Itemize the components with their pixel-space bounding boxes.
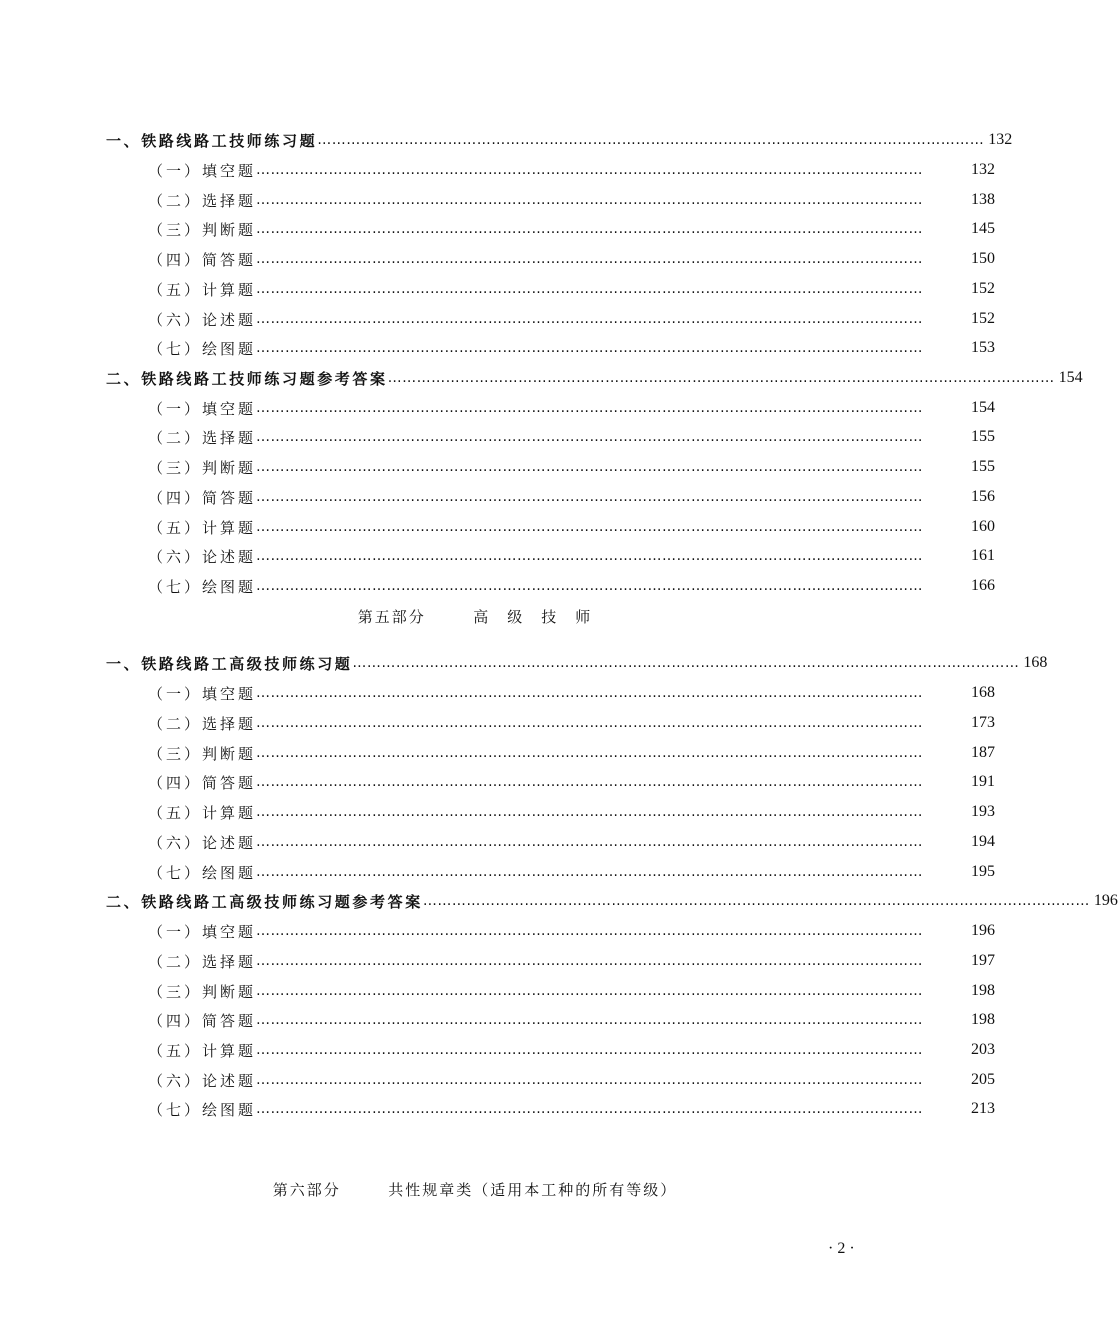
toc-page-number: 198 (971, 1011, 995, 1028)
toc-leader-dots: ………………………………………………………………………………………………………………………… (256, 953, 924, 969)
toc-page-number: 155 (971, 428, 995, 445)
toc-leader-dots: ………………………………………………………………………………………………………………………… (256, 774, 924, 790)
toc-leader-dots: ………………………………………………………………………………………………………………………… (256, 400, 924, 416)
toc-entry[interactable] (0, 217, 1098, 241)
toc-entry-senior-technician-exercises[interactable] (0, 651, 1056, 675)
toc-entry-label: （六）论述题 (148, 833, 257, 852)
toc-page-number: 168 (1023, 654, 1048, 671)
toc-page-number: 168 (971, 684, 995, 701)
toc-entry[interactable] (0, 158, 1098, 182)
toc-entry[interactable] (0, 800, 1098, 824)
toc-entry-label: （二）选择题 (148, 191, 257, 210)
toc-entry-label: （一）填空题 (148, 684, 257, 703)
part-heading-number: 第五部分 (357, 608, 426, 626)
toc-leader-dots: ………………………………………………………………………………………………………………………… (256, 1101, 924, 1117)
toc-entry[interactable] (0, 574, 1098, 598)
toc-leader-dots: ………………………………………………………………………………………………………………………… (256, 685, 924, 701)
toc-entry-label: （四）简答题 (148, 773, 257, 792)
toc-entry-label: （三）判断题 (148, 458, 257, 477)
toc-page-number: 150 (971, 250, 995, 267)
toc-entry-label: （一）填空题 (148, 161, 257, 180)
toc-leader-dots: ………………………………………………………………………………………………………………………… (256, 1042, 924, 1058)
toc-page-number: 132 (971, 161, 995, 178)
toc-page-number: 138 (971, 191, 995, 208)
toc-page-number: 166 (971, 577, 995, 594)
toc-entry-label: （二）选择题 (148, 952, 257, 971)
toc-leader-dots: ………………………………………………………………………………………………………………………… (256, 923, 924, 939)
toc-entry[interactable] (0, 830, 1098, 854)
toc-entry-label: （二）选择题 (148, 714, 257, 733)
toc-page-number: 205 (971, 1071, 995, 1088)
toc-entry[interactable] (0, 919, 1098, 943)
toc-entry-label: （七）绘图题 (148, 863, 257, 882)
toc-entry-label: （六）论述题 (148, 1071, 257, 1090)
toc-page-number: 152 (971, 280, 995, 297)
toc-entry[interactable] (0, 307, 1098, 331)
toc-leader-dots: ………………………………………………………………………………………………………………………… (256, 834, 924, 850)
toc-leader-dots: ………………………………………………………………………………………………………………………… (256, 221, 924, 237)
toc-leader-dots: ………………………………………………………………………………………………………………………… (256, 459, 924, 475)
toc-entry-label: （五）计算题 (148, 803, 257, 822)
toc-page-number: 156 (971, 488, 995, 505)
toc-entry-label: （七）绘图题 (148, 1100, 257, 1119)
toc-page-number: 152 (971, 310, 995, 327)
toc-leader-dots: ………………………………………………………………………………………………………………………… (422, 893, 1090, 909)
toc-leader-dots: ………………………………………………………………………………………………………………………… (256, 548, 924, 564)
toc-entry-senior-technician-answers[interactable] (0, 889, 1118, 913)
toc-page-number: 196 (971, 922, 995, 939)
toc-entry-label: 一、铁路线路工高级技师练习题 (106, 654, 353, 673)
toc-leader-dots: ………………………………………………………………………………………………………………………… (256, 281, 924, 297)
toc-leader-dots: ………………………………………………………………………………………………………………………… (256, 983, 924, 999)
toc-entry-label: 二、铁路线路工高级技师练习题参考答案 (106, 892, 423, 911)
toc-entry-technician-exercises[interactable] (0, 128, 1056, 152)
toc-page-number: 198 (971, 982, 995, 999)
toc-entry[interactable] (0, 949, 1098, 973)
toc-page-number: 194 (971, 833, 995, 850)
toc-entry[interactable] (0, 681, 1098, 705)
toc-entry[interactable] (0, 770, 1098, 794)
toc-leader-dots: ………………………………………………………………………………………………………………………… (317, 132, 985, 148)
toc-leader-dots: ………………………………………………………………………………………………………………………… (387, 370, 1055, 386)
toc-entry-label: （六）论述题 (148, 547, 257, 566)
toc-leader-dots: ………………………………………………………………………………………………………………………… (256, 1012, 924, 1028)
toc-leader-dots: ………………………………………………………………………………………………………………………… (256, 429, 924, 445)
toc-entry-label: （二）选择题 (148, 428, 257, 447)
toc-entry-technician-answers[interactable] (0, 366, 1083, 390)
part-heading-5 (0, 606, 950, 627)
toc-page-number: 191 (971, 773, 995, 790)
toc-page-number: 154 (1058, 369, 1083, 386)
toc-entry-label: （六）论述题 (148, 310, 257, 329)
toc-entry-label: （五）计算题 (148, 280, 257, 299)
toc-entry-label: （四）简答题 (148, 250, 257, 269)
part-heading-title: 共性规章类（适用本工种的所有等级） (388, 1181, 678, 1199)
toc-leader-dots: ………………………………………………………………………………………………………………………… (256, 804, 924, 820)
toc-entry-label: （七）绘图题 (148, 339, 257, 358)
toc-page-number: 196 (1093, 892, 1118, 909)
toc-entry[interactable] (0, 544, 1098, 568)
toc-page-number: 173 (971, 714, 995, 731)
toc-leader-dots: ………………………………………………………………………………………………………………………… (256, 715, 924, 731)
toc-page-number: 193 (971, 803, 995, 820)
part-heading-title: 高 级 技 师 (473, 608, 593, 626)
toc-entry[interactable] (0, 455, 1098, 479)
toc-leader-dots: ………………………………………………………………………………………………………………………… (256, 251, 924, 267)
toc-leader-dots: ………………………………………………………………………………………………………………………… (256, 192, 924, 208)
toc-page-number: 154 (971, 399, 995, 416)
toc-entry-label: （四）简答题 (148, 1011, 257, 1030)
toc-page-number: 145 (971, 220, 995, 237)
toc-leader-dots: ………………………………………………………………………………………………………………………… (256, 578, 924, 594)
toc-entry[interactable] (0, 711, 1098, 735)
toc-entry[interactable] (0, 396, 1098, 420)
toc-entry-label: （七）绘图题 (148, 577, 257, 596)
toc-entry[interactable] (0, 485, 1098, 509)
toc-entry-label: 二、铁路线路工技师练习题参考答案 (106, 369, 388, 388)
toc-entry-label: （四）简答题 (148, 488, 257, 507)
toc-leader-dots: ………………………………………………………………………………………………………………………… (256, 489, 924, 505)
toc-page-number: 161 (971, 547, 995, 564)
toc-leader-dots: ………………………………………………………………………………………………………………………… (256, 519, 924, 535)
toc-leader-dots: ………………………………………………………………………………………………………………………… (256, 162, 924, 178)
toc-entry-label: （三）判断题 (148, 220, 257, 239)
toc-entry-label: （一）填空题 (148, 922, 257, 941)
toc-page-number: 187 (971, 744, 995, 761)
part-heading-6 (0, 1179, 950, 1200)
toc-entry[interactable] (0, 1008, 1098, 1032)
toc-entry[interactable] (0, 336, 1098, 360)
toc-leader-dots: ………………………………………………………………………………………………………………………… (256, 864, 924, 880)
toc-entry[interactable] (0, 515, 1098, 539)
toc-page-number: 160 (971, 518, 995, 535)
toc-entry[interactable] (0, 247, 1098, 271)
toc-entry[interactable] (0, 188, 1098, 212)
toc-entry[interactable] (0, 1097, 1098, 1121)
toc-leader-dots: ………………………………………………………………………………………………………………………… (352, 655, 1020, 671)
toc-leader-dots: ………………………………………………………………………………………………………………………… (256, 340, 924, 356)
toc-entry[interactable] (0, 741, 1098, 765)
toc-page-number: 197 (971, 952, 995, 969)
toc-entry-label: （三）判断题 (148, 982, 257, 1001)
toc-page-number: 203 (971, 1041, 995, 1058)
toc-page-number: 213 (971, 1100, 995, 1117)
toc-page-number: 132 (988, 131, 1013, 148)
toc-entry[interactable] (0, 425, 1098, 449)
toc-entry[interactable] (0, 1068, 1098, 1092)
toc-leader-dots: ………………………………………………………………………………………………………………………… (256, 1072, 924, 1088)
toc-page-number: 155 (971, 458, 995, 475)
footer-page-number: · 2 · (828, 1240, 855, 1257)
toc-page-number: 153 (971, 339, 995, 356)
toc-leader-dots: ………………………………………………………………………………………………………………………… (256, 311, 924, 327)
toc-leader-dots: ………………………………………………………………………………………………………………………… (256, 745, 924, 761)
toc-entry[interactable] (0, 277, 1098, 301)
toc-entry-label: （三）判断题 (148, 744, 257, 763)
toc-entry[interactable] (0, 1038, 1098, 1062)
toc-entry-label: （一）填空题 (148, 399, 257, 418)
toc-entry-label: 一、铁路线路工技师练习题 (106, 131, 318, 150)
toc-entry-label: （五）计算题 (148, 518, 257, 537)
toc-entry-label: （五）计算题 (148, 1041, 257, 1060)
toc-entry[interactable] (0, 860, 1098, 884)
part-heading-number: 第六部分 (272, 1181, 341, 1199)
toc-page-number: 195 (971, 863, 995, 880)
toc-entry[interactable] (0, 979, 1098, 1003)
